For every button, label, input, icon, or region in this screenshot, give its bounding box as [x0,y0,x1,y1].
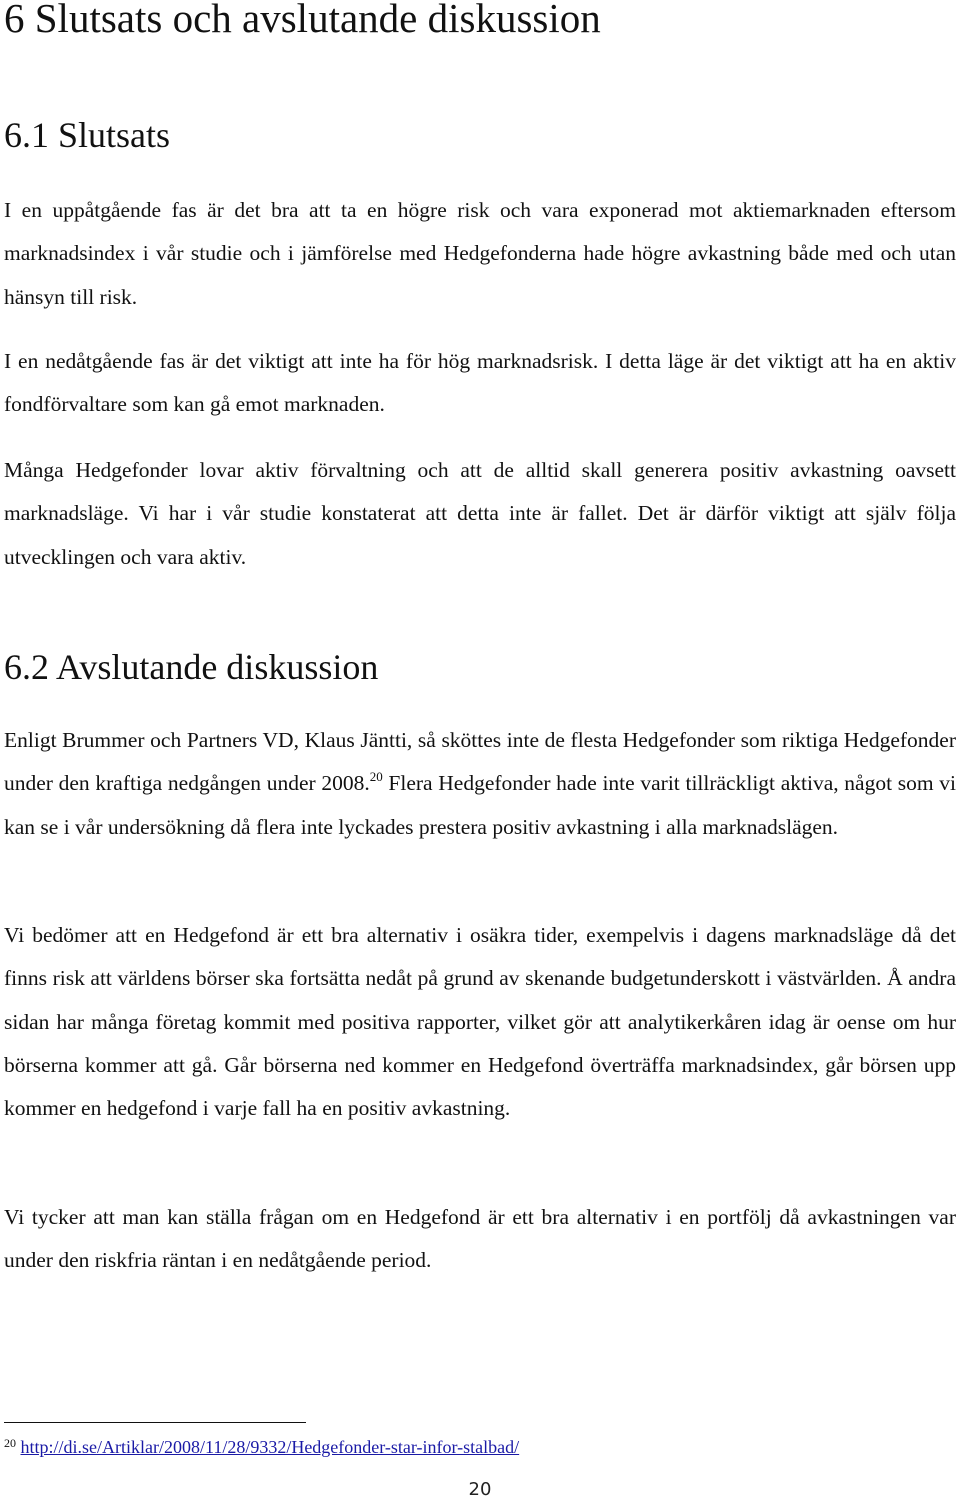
paragraph-slutsats-1: I en uppåtgående fas är det bra att ta en högre risk och vara exponerad mot aktiemarknaden eftersom marknadsindex i vår studie och i jämförelse med Hedgefonderna hade högre avkastning både med och utan hänsyn till risk. [4,198,956,309]
section-title-slutsats: 6.1 Slutsats [4,115,171,155]
paragraph-slutsats-3: Många Hedgefonder lovar aktiv förvaltning och att de alltid skall generera positiv avkastning oavsett marknadsläge. Vi har i vår studie konstaterat att detta inte är fallet. Det är därför viktigt att själv följa utvecklingen och vara aktiv. [4,458,956,569]
paragraph-diskussion-1 [4,719,956,849]
paragraph-diskussion-2: Vi bedömer att en Hedgefond är ett bra alternativ i osäkra tider, exempelvis i dagens marknadsläge då det finns risk att världens börser ska fortsätta nedåt på grund av skenande budgetunderskott i västvärlden. Å andra sidan har många företag kommit med positiva rapporter, vilket gör att analytikerkåren idag är oense om hur börserna kommer att gå. Går börserna ned kommer en Hedgefond överträffa marknadsindex, går börsen upp kommer en hedgefond i varje fall ha en positiv avkastning. [4,923,956,1121]
footnote-number: 20 [4,1436,16,1450]
chapter-title: 6 Slutsats och avslutande diskussion [4,0,601,41]
page-number: 20 [468,1479,492,1500]
footnote-reference[interactable]: 20 [369,769,383,785]
paragraph-diskussion-1-part-1: Enligt Brummer och Partners VD, Klaus Jäntti, så sköttes inte de flesta Hedgefonder som riktiga Hedgefonder under den kraftiga nedgången under 2008. [4,728,956,796]
paragraph-diskussion-3: Vi tycker att man kan ställa frågan om en Hedgefond är ett bra alternativ i en portfölj då avkastningen var under den riskfria räntan i en nedåtgående period. [4,1205,956,1273]
section-title-avslutande-diskussion: 6.2 Avslutande diskussion [4,647,379,687]
footnote-divider [4,1422,306,1423]
footnote-link[interactable]: http://di.se/Artiklar/2008/11/28/9332/Hedgefonder-star-infor-stalbad/ [20,1437,520,1457]
paragraph-diskussion-1-part-2: Flera Hedgefonder hade inte varit tillräckligt aktiva, något som vi kan se i vår undersökning då flera inte lyckades prestera positiv avkastning i alla marknadslägen. [4,771,956,839]
paragraph-slutsats-2: I en nedåtgående fas är det viktigt att inte ha för hög marknadsrisk. I detta läge är det viktigt att ha en aktiv fondförvaltare som kan gå emot marknaden. [4,349,956,417]
footnote [4,1436,519,1458]
